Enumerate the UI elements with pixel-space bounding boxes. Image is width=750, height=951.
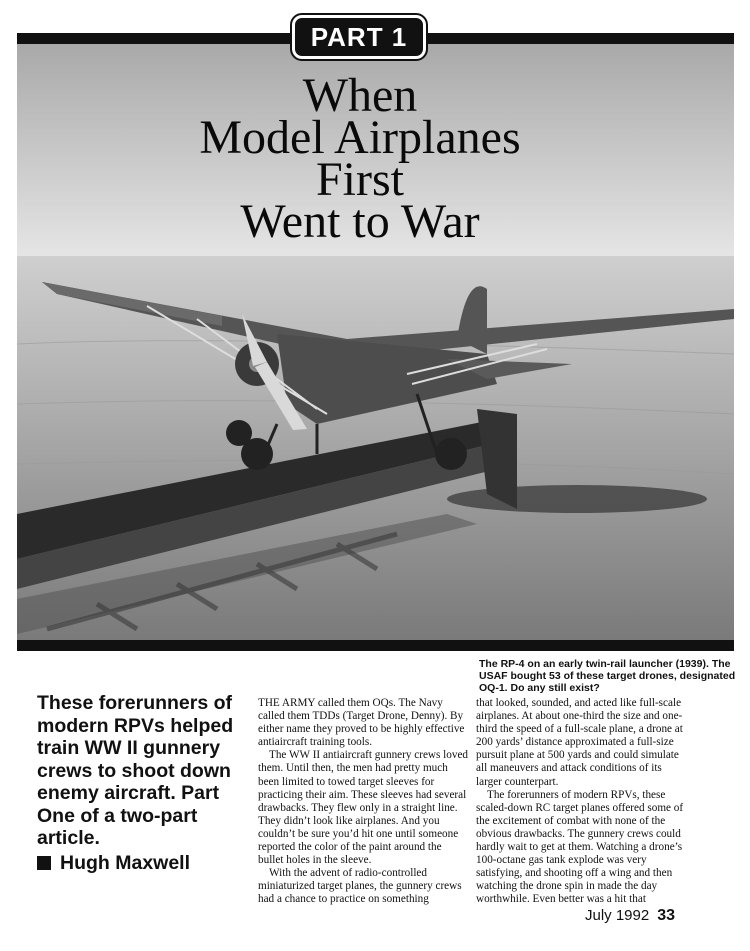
page-footer bbox=[585, 907, 675, 925]
title-line: First bbox=[315, 153, 405, 206]
title-line: Model Airplanes bbox=[199, 111, 521, 164]
author-name: Hugh Maxwell bbox=[60, 851, 191, 874]
article-column-1 bbox=[258, 697, 468, 907]
paragraph: The WW II antiaircraft gunnery crews loved them. Until then, the men had pretty much been limited to towed target sleeves for practicing their aim. These sleeves had several drawbacks. They flew only in a straight line. They didn’t look like airplanes. And you couldn’t be sure you’d hit one until someone reported the color of the paint around the bullet holes in the sleeve. bbox=[258, 749, 469, 867]
paragraph: The forerunners of modern RPVs, these scaled-down RC target planes offered some of the excitement of combat with none of the obvious drawbacks. The gunnery crews could hardly wait to get at them. Watching a drone’s 100-octane gas tank explode was very satisfying, and shooting off a wing and then watching the drone spin in made the day worthwhile. Even better was a hit that bbox=[476, 788, 684, 906]
part-label-badge: PART 1 bbox=[292, 15, 426, 59]
page-number: 33 bbox=[657, 907, 676, 924]
title-line: When bbox=[302, 69, 418, 122]
photo-caption: The RP-4 on an early twin-rail launcher (1939). The USAF bought 53 of these target drones, designated OQ-1. Do any still exist? bbox=[479, 658, 736, 694]
article-column-2 bbox=[476, 697, 686, 907]
bullet-square-icon bbox=[37, 856, 51, 870]
deck-text: These forerunners of modern RPVs helped train WW II gunnery crews to shoot down enemy aircraft. Part One of a two-part article. bbox=[37, 692, 234, 849]
issue-date: July 1992 bbox=[585, 907, 650, 924]
article-title bbox=[100, 69, 620, 248]
paragraph: With the advent of radio-controlled miniaturized target planes, the gunnery crews had a chance to practice on something bbox=[258, 867, 462, 906]
byline bbox=[37, 852, 247, 875]
title-line: Went to War bbox=[240, 195, 480, 248]
article-deck bbox=[37, 692, 247, 874]
paragraph: that looked, sounded, and acted like full-scale airplanes. At about one-third the size and one-third the speed of a full-scale plane, a drone at 200 yards’ distance approximated a full-size pursuit plane at 500 yards and could simulate all maneuvers and attack conditions of its larger counterpart. bbox=[476, 697, 683, 788]
paragraph: THE ARMY called them OQs. The Navy called them TDDs (Target Drone, Denny). By either name they proved to be highly effective antiaircraft training tools. bbox=[258, 697, 465, 749]
